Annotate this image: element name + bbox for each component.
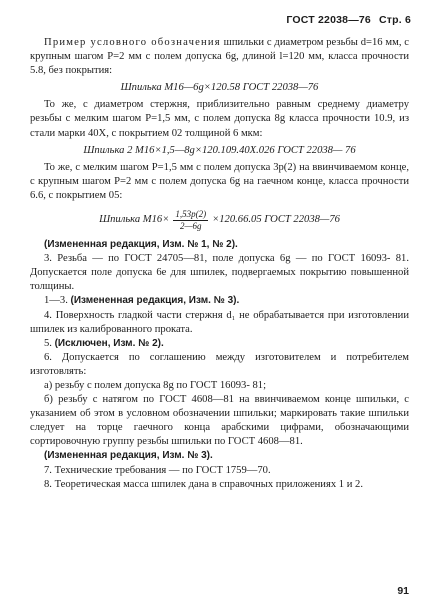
- page-label: Стр. 6: [378, 14, 411, 26]
- example-text: шпильки с диаметром резьбы d=16 мм, с крупным шагом P=2 мм с полем допуска 6g, длиной l=120 мм, класса прочности 5.8, без покрытия:: [30, 37, 409, 77]
- item-a: а) резьбу с полем допуска 8g по ГОСТ 16093- 81;: [44, 379, 267, 391]
- paragraph-same-mixed-pitch: То же, с мелким шагом P=1,5 мм с полем допуска 3p(2) на ввинчиваемом конце, с крупным шагом P=2 мм с полем допуска 6g на гаечном конце, класса прочности 6.6, с покрытием 05:: [30, 161, 409, 201]
- item-b: б) резьбу с натягом по ГОСТ 4608—81 на ввинчиваемом конце шпильки, с указанием об этом в условном обозначении шпильки; маркировать такие шпильки следует на торце гаечного конца арабскими цифрами, обозначающими сортировочную группу резьбы шпильки по ГОСТ 4608—81.: [30, 394, 409, 448]
- designation-formula-1: Шпилька М16—6g×120.58 ГОСТ 22038—76: [120, 82, 319, 94]
- paragraph-3-thread: 3. Резьба — по ГОСТ 24705—81, поле допуска 6g — по ГОСТ 16093- 81. Допускается поле допуска 6е для шпилек, подвергаемых покрытию повышенной толщины.: [30, 253, 409, 293]
- edition-note-1: (Измененная редакция, Изм. № 1, № 2).: [44, 239, 238, 251]
- paragraph-example: [30, 36, 409, 78]
- paragraph-5-excluded: (Исключен, Изм. № 2).: [54, 337, 164, 349]
- formula-3-fraction: [173, 209, 208, 232]
- paragraph-4-surface: 4. Поверхность гладкой части стержня d₁ не обрабатывается при изготовлении шпилек из калиброванного проката.: [30, 309, 409, 335]
- edition-note-3: (Измененная редакция, Изм. № 3).: [44, 450, 213, 462]
- standard-number: ГОСТ 22038—76: [286, 14, 371, 26]
- paragraph-5-number: 5.: [44, 337, 55, 349]
- edition-note-2-text: (Измененная редакция, Изм. № 3).: [70, 295, 240, 307]
- fraction-numerator: 1,53p(2): [175, 209, 207, 220]
- fraction-denominator: 2—6g: [179, 221, 202, 232]
- example-lead: Пример условного обозначения: [44, 37, 221, 48]
- paragraph-6-agreement: 6. Допускается по соглашению между изготовителем и потребителем изготовлять:: [30, 351, 409, 377]
- paragraph-7-requirements: 7. Технические требования — по ГОСТ 1759—70.: [44, 464, 271, 476]
- document-body: [30, 36, 409, 492]
- paragraph-8-mass: 8. Теоретическая масса шпилек дана в справочных приложениях 1 и 2.: [44, 478, 364, 490]
- page-number: 91: [397, 585, 409, 597]
- formula-3-suffix: ×120.66.05 ГОСТ 22038—76: [212, 214, 340, 226]
- designation-formula-3: [30, 209, 409, 232]
- edition-note-2: [30, 294, 409, 308]
- page-header: [286, 14, 411, 26]
- paragraph-same-fine-pitch: То же, с диаметром стержня, приблизительно равным среднему диаметру резьбы с мелким шагом P=1,5 мм, с полем допуска 8g класса прочности 10.9, из стали марки 40Х, с покрытием 02 толщиной 6 мкм:: [30, 99, 409, 139]
- formula-3-prefix: Шпилька М16×: [99, 214, 170, 226]
- edition-note-2-range: 1—3.: [44, 295, 71, 307]
- designation-formula-2: Шпилька 2 М16×1,5—8g×120.109.40Х.026 ГОСТ 22038— 76: [83, 144, 356, 156]
- paragraph-5: [30, 337, 409, 351]
